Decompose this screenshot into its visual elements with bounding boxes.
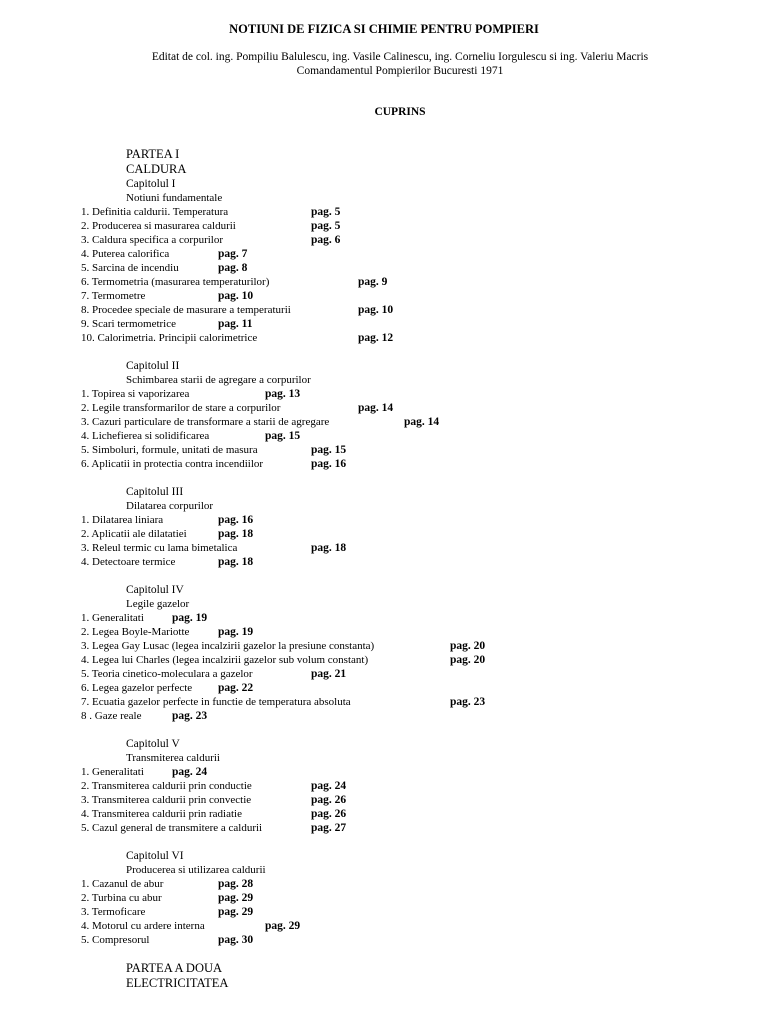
toc-page-number: pag. 16 bbox=[311, 458, 347, 470]
toc-entry: 5. Cazul general de transmitere a caldurii bbox=[81, 822, 263, 834]
toc-page-number: pag. 5 bbox=[311, 220, 341, 232]
toc-entry: 2. Turbina cu abur bbox=[81, 892, 162, 904]
toc-entry: 5. Teoria cinetico-moleculara a gazelor bbox=[81, 668, 253, 680]
toc-page-number: pag. 15 bbox=[265, 430, 301, 442]
toc-entry: 2. Transmiterea caldurii prin conductie bbox=[81, 780, 252, 792]
toc-entry: 5. Compresorul bbox=[81, 934, 150, 946]
toc-entry: 4. Motorul cu ardere interna bbox=[81, 920, 205, 932]
toc-page-number: pag. 27 bbox=[311, 822, 347, 834]
toc-entry: 3. Caldura specifica a corpurilor bbox=[81, 234, 224, 246]
chapter-subtitle: Notiuni fundamentale bbox=[126, 192, 223, 204]
toc-entry: 3. Transmiterea caldurii prin convectie bbox=[81, 794, 252, 806]
toc-entry: 6. Termometria (masurarea temperaturilor) bbox=[81, 276, 270, 288]
chapter-subtitle: Schimbarea starii de agregare a corpurilor bbox=[126, 374, 311, 386]
toc-page-number: pag. 26 bbox=[311, 808, 347, 820]
toc-entry: 4. Transmiterea caldurii prin radiatie bbox=[81, 808, 242, 820]
toc-entry: 8 . Gaze reale bbox=[81, 710, 142, 722]
toc-entry: 1. Topirea si vaporizarea bbox=[81, 388, 190, 400]
toc-entry: 5. Sarcina de incendiu bbox=[81, 262, 179, 274]
toc-page-number: pag. 14 bbox=[358, 402, 394, 414]
chapter-subtitle: Producerea si utilizarea caldurii bbox=[126, 864, 266, 876]
chapter-subtitle: Dilatarea corpurilor bbox=[126, 500, 214, 512]
chapter-subtitle: Transmiterea caldurii bbox=[126, 752, 220, 764]
toc-entry: 4. Lichefierea si solidificarea bbox=[81, 430, 210, 442]
document-title: NOTIUNI DE FIZICA SI CHIMIE PENTRU POMPIERI bbox=[229, 22, 539, 36]
toc-entry: 4. Detectoare termice bbox=[81, 556, 176, 568]
toc-entry: 8. Procedee speciale de masurare a temperaturii bbox=[81, 304, 291, 316]
toc-page-number: pag. 5 bbox=[311, 206, 341, 218]
toc-entry: 4. Puterea calorifica bbox=[81, 248, 170, 260]
toc-entry: 2. Producerea si masurarea caldurii bbox=[81, 220, 236, 232]
credits-publisher: Comandamentul Pompierilor Bucuresti 1971 bbox=[296, 65, 504, 77]
toc-page-number: pag. 22 bbox=[218, 682, 254, 694]
chapter-heading: Capitolul I bbox=[126, 178, 176, 190]
toc-page-number: pag. 18 bbox=[311, 542, 347, 554]
toc-entry: 2. Legea Boyle-Mariotte bbox=[81, 626, 190, 638]
toc-entry: 1. Generalitati bbox=[81, 766, 144, 778]
toc-page-number: pag. 24 bbox=[172, 766, 208, 778]
toc-page-number: pag. 14 bbox=[404, 416, 440, 428]
toc-page-number: pag. 20 bbox=[450, 640, 486, 652]
toc-page-number: pag. 29 bbox=[218, 892, 254, 904]
toc-page-number: pag. 23 bbox=[450, 696, 486, 708]
toc-entry: 5. Simboluri, formule, unitati de masura bbox=[81, 444, 258, 456]
toc-page-number: pag. 19 bbox=[218, 626, 254, 638]
toc-entry: 1. Cazanul de abur bbox=[81, 878, 164, 890]
chapter-heading: Capitolul V bbox=[126, 738, 180, 750]
toc-entry: 1. Dilatarea liniara bbox=[81, 514, 164, 526]
toc-entry: 4. Legea lui Charles (legea incalzirii gazelor sub volum constant) bbox=[81, 654, 369, 666]
toc-entry: 7. Termometre bbox=[81, 290, 146, 302]
toc-entry: 7. Ecuatia gazelor perfecte in functie de temperatura absoluta bbox=[81, 696, 351, 708]
toc-heading: CUPRINS bbox=[374, 106, 426, 118]
chapter-subtitle: Legile gazelor bbox=[126, 598, 190, 610]
chapter-heading: Capitolul III bbox=[126, 486, 184, 498]
part-heading: CALDURA bbox=[126, 162, 187, 176]
toc-entry: 3. Legea Gay Lusac (legea incalzirii gazelor la presiune constanta) bbox=[81, 640, 375, 652]
toc-page-number: pag. 12 bbox=[358, 332, 394, 344]
toc-page-number: pag. 10 bbox=[358, 304, 394, 316]
toc-page-number: pag. 11 bbox=[218, 318, 253, 330]
part-heading: PARTEA A DOUA bbox=[126, 961, 223, 975]
toc-page-number: pag. 18 bbox=[218, 556, 254, 568]
toc-page-number: pag. 15 bbox=[311, 444, 347, 456]
toc-page-number: pag. 24 bbox=[311, 780, 347, 792]
toc-page-number: pag. 18 bbox=[218, 528, 254, 540]
toc-page-number: pag. 16 bbox=[218, 514, 254, 526]
toc-entry: 6. Aplicatii in protectia contra incendiilor bbox=[81, 458, 264, 470]
toc-entry: 1. Definitia caldurii. Temperatura bbox=[81, 206, 229, 218]
toc-entry: 2. Aplicatii ale dilatatiei bbox=[81, 528, 187, 540]
toc-entry: 10. Calorimetria. Principii calorimetrice bbox=[81, 332, 258, 344]
credits-authors: Editat de col. ing. Pompiliu Balulescu, ing. Vasile Calinescu, ing. Corneliu Iorgulescu si ing. Valeriu Macris bbox=[151, 51, 649, 63]
toc-page-number: pag. 10 bbox=[218, 290, 254, 302]
credits-block bbox=[0, 50, 768, 78]
toc-entry: 3. Cazuri particulare de transformare a starii de agregare bbox=[81, 416, 330, 428]
toc-page-number: pag. 20 bbox=[450, 654, 486, 666]
toc-page-number: pag. 13 bbox=[265, 388, 301, 400]
toc-page-number: pag. 19 bbox=[172, 612, 208, 624]
part-heading: ELECTRICITATEA bbox=[126, 976, 229, 990]
toc-entry: 3. Releul termic cu lama bimetalica bbox=[81, 542, 238, 554]
chapter-heading: Capitolul II bbox=[126, 360, 180, 372]
chapter-heading: Capitolul VI bbox=[126, 850, 184, 862]
toc-page-number: pag. 29 bbox=[218, 906, 254, 918]
toc-page-number: pag. 9 bbox=[358, 276, 388, 288]
toc-page-number: pag. 6 bbox=[311, 234, 341, 246]
toc-page-number: pag. 7 bbox=[218, 248, 248, 260]
toc-page-number: pag. 30 bbox=[218, 934, 254, 946]
toc-page-number: pag. 29 bbox=[265, 920, 301, 932]
part-heading: PARTEA I bbox=[126, 147, 180, 161]
toc-entry: 2. Legile transformarilor de stare a corpurilor bbox=[81, 402, 281, 414]
toc-page-number: pag. 8 bbox=[218, 262, 248, 274]
toc-page-number: pag. 23 bbox=[172, 710, 208, 722]
toc-page-number: pag. 21 bbox=[311, 668, 347, 680]
toc-page-number: pag. 26 bbox=[311, 794, 347, 806]
chapter-heading: Capitolul IV bbox=[126, 584, 184, 596]
toc-entry: 3. Termoficare bbox=[81, 906, 146, 918]
toc-entry: 9. Scari termometrice bbox=[81, 318, 176, 330]
toc-entry: 1. Generalitati bbox=[81, 612, 144, 624]
toc-entry: 6. Legea gazelor perfecte bbox=[81, 682, 193, 694]
toc-page-number: pag. 28 bbox=[218, 878, 254, 890]
